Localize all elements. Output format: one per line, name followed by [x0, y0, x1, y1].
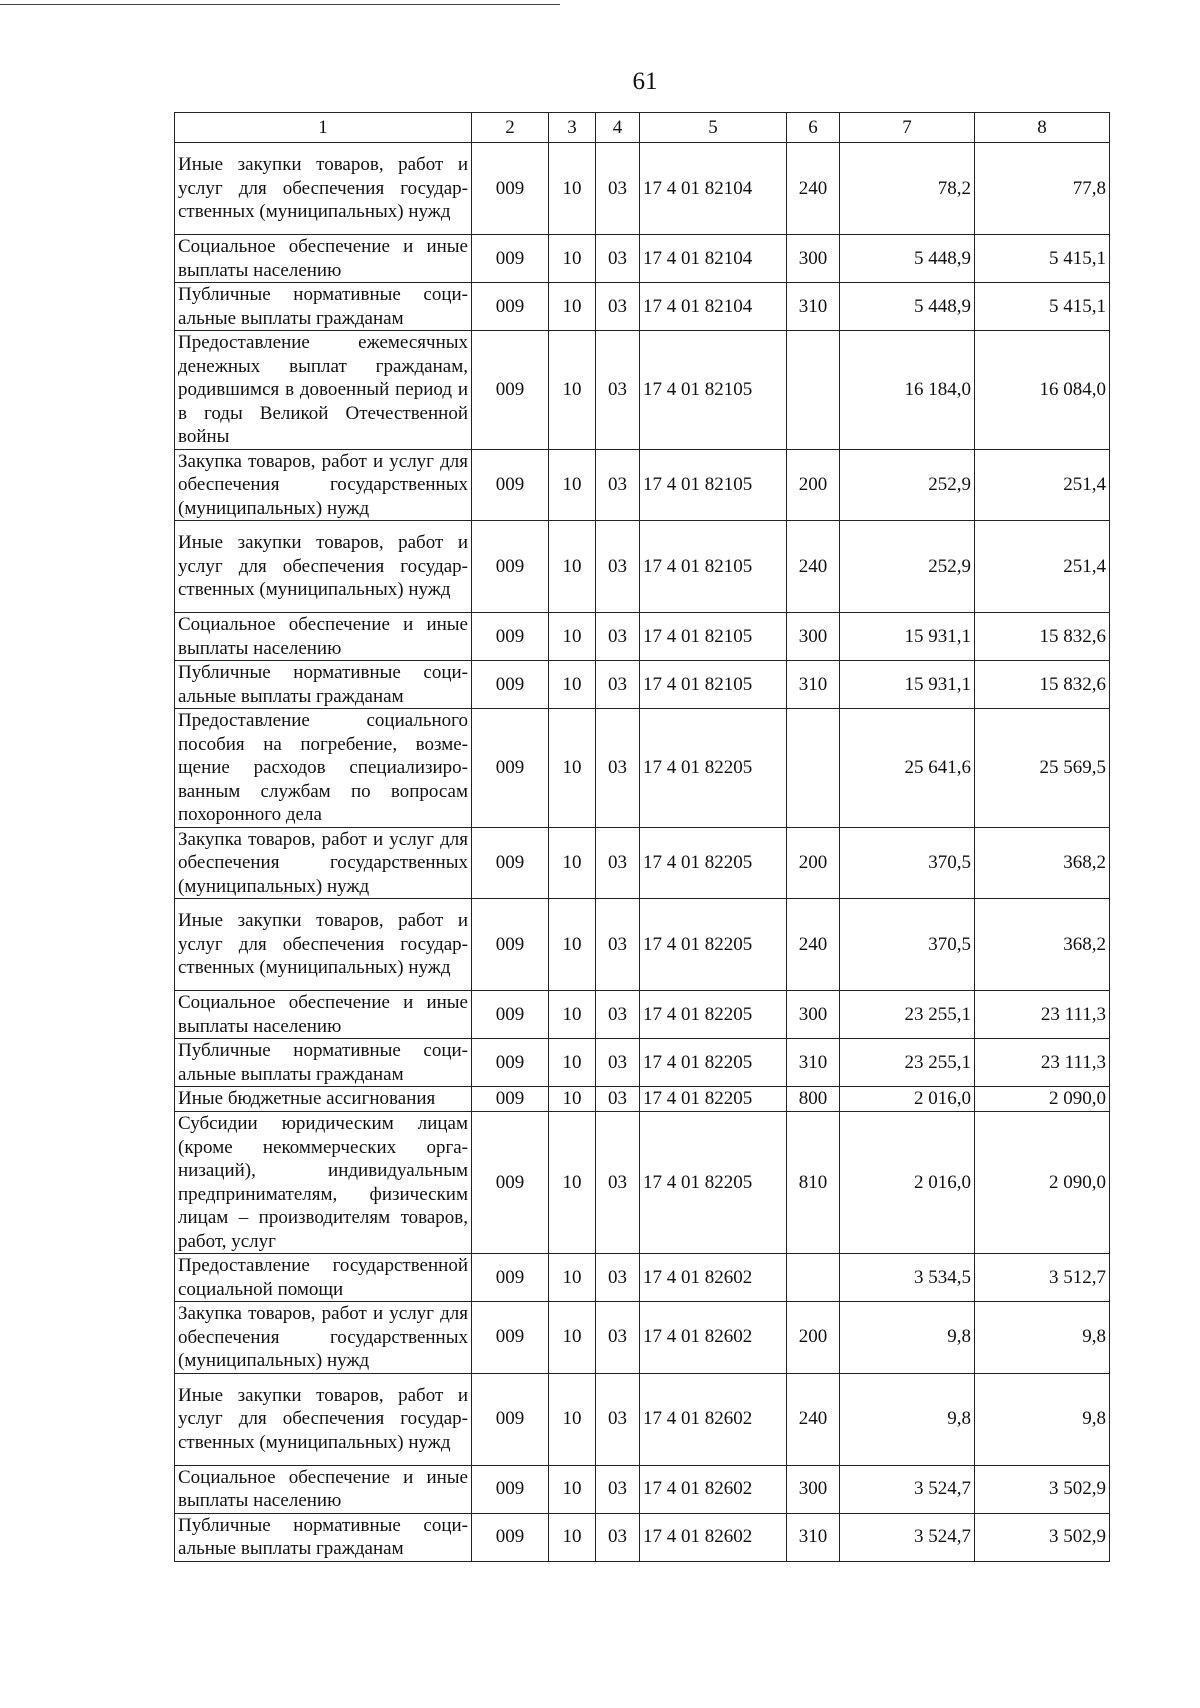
target-code-cell: 17 4 01 82105: [640, 521, 787, 613]
col-4-cell: 03: [596, 1039, 640, 1087]
col-4-cell: 03: [596, 1302, 640, 1374]
amount-col-7-cell: 370,5: [840, 827, 975, 899]
row-description: Публичные нормативные социальные выплаты гражданам: [175, 1039, 472, 1087]
amount-col-8-cell: 15 832,6: [975, 661, 1110, 709]
amount-col-8-cell: 2 090,0: [975, 1087, 1110, 1112]
row-description: Предоставление социального пособия на погребение, возмещение расходов специализированным службам по вопросам похоронного дела: [175, 709, 472, 828]
col-2-cell: 009: [472, 899, 549, 991]
target-code-cell: 17 4 01 82104: [640, 143, 787, 235]
col-3-cell: 10: [549, 1254, 596, 1302]
col-2-cell: 009: [472, 613, 549, 661]
col-3-cell: 10: [549, 235, 596, 283]
col-3-cell: 10: [549, 899, 596, 991]
col-2-cell: 009: [472, 331, 549, 450]
col-4-cell: 03: [596, 1087, 640, 1112]
amount-col-8-cell: 5 415,1: [975, 283, 1110, 331]
target-code-cell: 17 4 01 82105: [640, 449, 787, 521]
target-code-cell: 17 4 01 82602: [640, 1513, 787, 1561]
target-code-cell: 17 4 01 82602: [640, 1465, 787, 1513]
row-description: Социальное обеспечение и иные выплаты населению: [175, 991, 472, 1039]
amount-col-7-cell: 3 524,7: [840, 1465, 975, 1513]
col-4-cell: 03: [596, 143, 640, 235]
col-2-cell: 009: [472, 1087, 549, 1112]
col-3-cell: 10: [549, 991, 596, 1039]
expense-type-cell: [787, 709, 840, 828]
row-description: Иные закупки товаров, работ и услуг для обеспечения государственных (муниципальных) нужд: [175, 143, 472, 235]
col-2-cell: 009: [472, 1302, 549, 1374]
expense-type-cell: 240: [787, 143, 840, 235]
target-code-cell: 17 4 01 82602: [640, 1254, 787, 1302]
table-row: [175, 235, 1110, 283]
header-col-2: 2: [472, 113, 549, 143]
col-3-cell: 10: [549, 1112, 596, 1254]
table-row: [175, 991, 1110, 1039]
col-3-cell: 10: [549, 1465, 596, 1513]
budget-table: [174, 112, 1110, 1562]
target-code-cell: 17 4 01 82105: [640, 661, 787, 709]
expense-type-cell: [787, 331, 840, 450]
target-code-cell: 17 4 01 82205: [640, 1087, 787, 1112]
col-3-cell: 10: [549, 449, 596, 521]
amount-col-7-cell: 3 534,5: [840, 1254, 975, 1302]
amount-col-8-cell: 251,4: [975, 521, 1110, 613]
amount-col-8-cell: 16 084,0: [975, 331, 1110, 450]
table-row: [175, 661, 1110, 709]
col-2-cell: 009: [472, 1112, 549, 1254]
col-3-cell: 10: [549, 143, 596, 235]
col-4-cell: 03: [596, 1465, 640, 1513]
col-4-cell: 03: [596, 827, 640, 899]
amount-col-8-cell: 15 832,6: [975, 613, 1110, 661]
col-2-cell: 009: [472, 991, 549, 1039]
row-description: Публичные нормативные социальные выплаты гражданам: [175, 661, 472, 709]
table-row: [175, 709, 1110, 828]
row-description: Закупка товаров, работ и услуг для обеспечения государственных (муниципальных) нужд: [175, 1302, 472, 1374]
col-4-cell: 03: [596, 899, 640, 991]
row-description: Предоставление ежемесячных денежных выплат гражданам, родившимся в довоенный период и в годы Великой Отечественной войны: [175, 331, 472, 450]
target-code-cell: 17 4 01 82205: [640, 827, 787, 899]
col-4-cell: 03: [596, 1373, 640, 1465]
amount-col-7-cell: 9,8: [840, 1302, 975, 1374]
col-3-cell: 10: [549, 1373, 596, 1465]
col-2-cell: 009: [472, 1373, 549, 1465]
row-description: Иные закупки товаров, работ и услуг для обеспечения государственных (муниципальных) нужд: [175, 899, 472, 991]
amount-col-7-cell: 15 931,1: [840, 661, 975, 709]
col-3-cell: 10: [549, 661, 596, 709]
amount-col-7-cell: 15 931,1: [840, 613, 975, 661]
expense-type-cell: 310: [787, 1039, 840, 1087]
row-description: Иные закупки товаров, работ и услуг для обеспечения государственных (муниципальных) нужд: [175, 521, 472, 613]
expense-type-cell: 310: [787, 661, 840, 709]
expense-type-cell: 300: [787, 991, 840, 1039]
target-code-cell: 17 4 01 82205: [640, 1039, 787, 1087]
col-4-cell: 03: [596, 709, 640, 828]
amount-col-8-cell: 3 512,7: [975, 1254, 1110, 1302]
col-2-cell: 009: [472, 827, 549, 899]
col-2-cell: 009: [472, 521, 549, 613]
target-code-cell: 17 4 01 82104: [640, 283, 787, 331]
table-row: [175, 1513, 1110, 1561]
table-row: [175, 1465, 1110, 1513]
col-3-cell: 10: [549, 283, 596, 331]
amount-col-8-cell: 25 569,5: [975, 709, 1110, 828]
row-description: Закупка товаров, работ и услуг для обеспечения государственных (муниципальных) нужд: [175, 827, 472, 899]
col-4-cell: 03: [596, 331, 640, 450]
table-row: [175, 1373, 1110, 1465]
top-rule: [0, 4, 560, 5]
col-4-cell: 03: [596, 613, 640, 661]
expense-type-cell: 200: [787, 827, 840, 899]
col-2-cell: 009: [472, 661, 549, 709]
amount-col-7-cell: 78,2: [840, 143, 975, 235]
amount-col-7-cell: 23 255,1: [840, 991, 975, 1039]
table-row: [175, 521, 1110, 613]
col-4-cell: 03: [596, 661, 640, 709]
target-code-cell: 17 4 01 82205: [640, 1112, 787, 1254]
expense-type-cell: 240: [787, 521, 840, 613]
amount-col-7-cell: 23 255,1: [840, 1039, 975, 1087]
amount-col-8-cell: 77,8: [975, 143, 1110, 235]
amount-col-7-cell: 16 184,0: [840, 331, 975, 450]
col-3-cell: 10: [549, 1302, 596, 1374]
table-row: [175, 331, 1110, 450]
header-col-8: 8: [975, 113, 1110, 143]
col-3-cell: 10: [549, 1513, 596, 1561]
col-2-cell: 009: [472, 1039, 549, 1087]
table-row: [175, 1112, 1110, 1254]
target-code-cell: 17 4 01 82602: [640, 1373, 787, 1465]
col-4-cell: 03: [596, 1513, 640, 1561]
amount-col-8-cell: 368,2: [975, 827, 1110, 899]
expense-type-cell: 200: [787, 449, 840, 521]
col-2-cell: 009: [472, 1465, 549, 1513]
amount-col-7-cell: 370,5: [840, 899, 975, 991]
col-4-cell: 03: [596, 235, 640, 283]
amount-col-8-cell: 2 090,0: [975, 1112, 1110, 1254]
table-row: [175, 449, 1110, 521]
col-4-cell: 03: [596, 521, 640, 613]
col-2-cell: 009: [472, 283, 549, 331]
target-code-cell: 17 4 01 82205: [640, 899, 787, 991]
table-body: [175, 143, 1110, 1562]
amount-col-8-cell: 3 502,9: [975, 1465, 1110, 1513]
amount-col-8-cell: 9,8: [975, 1373, 1110, 1465]
amount-col-7-cell: 25 641,6: [840, 709, 975, 828]
row-description: Иные закупки товаров, работ и услуг для обеспечения государственных (муниципальных) нужд: [175, 1373, 472, 1465]
amount-col-7-cell: 5 448,9: [840, 283, 975, 331]
amount-col-8-cell: 251,4: [975, 449, 1110, 521]
table-row: [175, 827, 1110, 899]
table-row: [175, 1302, 1110, 1374]
expense-type-cell: [787, 1254, 840, 1302]
col-4-cell: 03: [596, 1112, 640, 1254]
amount-col-8-cell: 23 111,3: [975, 1039, 1110, 1087]
col-3-cell: 10: [549, 827, 596, 899]
table-row: [175, 1087, 1110, 1112]
col-3-cell: 10: [549, 1087, 596, 1112]
row-description: Предоставление государственной социальной помощи: [175, 1254, 472, 1302]
expense-type-cell: 240: [787, 1373, 840, 1465]
target-code-cell: 17 4 01 82105: [640, 331, 787, 450]
target-code-cell: 17 4 01 82205: [640, 709, 787, 828]
amount-col-7-cell: 9,8: [840, 1373, 975, 1465]
expense-type-cell: 300: [787, 613, 840, 661]
amount-col-7-cell: 3 524,7: [840, 1513, 975, 1561]
amount-col-7-cell: 252,9: [840, 449, 975, 521]
expense-type-cell: 310: [787, 1513, 840, 1561]
header-col-4: 4: [596, 113, 640, 143]
amount-col-8-cell: 5 415,1: [975, 235, 1110, 283]
col-4-cell: 03: [596, 1254, 640, 1302]
row-description: Социальное обеспечение и иные выплаты населению: [175, 1465, 472, 1513]
header-col-7: 7: [840, 113, 975, 143]
table-row: [175, 899, 1110, 991]
row-description: Субсидии юридическим лицам (кроме некоммерческих организаций), индивидуальным предпринимателям, физическим лицам – производителям товаров, работ, услуг: [175, 1112, 472, 1254]
expense-type-cell: 300: [787, 1465, 840, 1513]
table-row: [175, 1039, 1110, 1087]
target-code-cell: 17 4 01 82105: [640, 613, 787, 661]
row-description: Публичные нормативные социальные выплаты гражданам: [175, 283, 472, 331]
col-3-cell: 10: [549, 521, 596, 613]
header-col-3: 3: [549, 113, 596, 143]
table-row: [175, 143, 1110, 235]
expense-type-cell: 800: [787, 1087, 840, 1112]
col-3-cell: 10: [549, 331, 596, 450]
target-code-cell: 17 4 01 82104: [640, 235, 787, 283]
table-row: [175, 1254, 1110, 1302]
amount-col-7-cell: 252,9: [840, 521, 975, 613]
header-col-6: 6: [787, 113, 840, 143]
table-row: [175, 283, 1110, 331]
expense-type-cell: 810: [787, 1112, 840, 1254]
row-description: Публичные нормативные социальные выплаты гражданам: [175, 1513, 472, 1561]
row-description: Закупка товаров, работ и услуг для обеспечения государственных (муниципальных) нужд: [175, 449, 472, 521]
header-col-5: 5: [640, 113, 787, 143]
col-2-cell: 009: [472, 143, 549, 235]
amount-col-8-cell: 3 502,9: [975, 1513, 1110, 1561]
page-number: 61: [632, 68, 658, 95]
expense-type-cell: 200: [787, 1302, 840, 1374]
row-description: Социальное обеспечение и иные выплаты населению: [175, 235, 472, 283]
amount-col-8-cell: 9,8: [975, 1302, 1110, 1374]
expense-type-cell: 310: [787, 283, 840, 331]
col-4-cell: 03: [596, 283, 640, 331]
col-3-cell: 10: [549, 1039, 596, 1087]
col-4-cell: 03: [596, 991, 640, 1039]
target-code-cell: 17 4 01 82205: [640, 991, 787, 1039]
row-description: Социальное обеспечение и иные выплаты населению: [175, 613, 472, 661]
amount-col-8-cell: 368,2: [975, 899, 1110, 991]
expense-type-cell: 300: [787, 235, 840, 283]
col-2-cell: 009: [472, 709, 549, 828]
table-row: [175, 613, 1110, 661]
col-2-cell: 009: [472, 449, 549, 521]
target-code-cell: 17 4 01 82602: [640, 1302, 787, 1374]
amount-col-7-cell: 2 016,0: [840, 1112, 975, 1254]
expense-type-cell: 240: [787, 899, 840, 991]
col-4-cell: 03: [596, 449, 640, 521]
amount-col-7-cell: 2 016,0: [840, 1087, 975, 1112]
row-description: Иные бюджетные ассигнования: [175, 1087, 472, 1112]
col-2-cell: 009: [472, 1254, 549, 1302]
amount-col-8-cell: 23 111,3: [975, 991, 1110, 1039]
amount-col-7-cell: 5 448,9: [840, 235, 975, 283]
col-3-cell: 10: [549, 709, 596, 828]
header-col-1: 1: [175, 113, 472, 143]
col-2-cell: 009: [472, 235, 549, 283]
col-3-cell: 10: [549, 613, 596, 661]
col-2-cell: 009: [472, 1513, 549, 1561]
header-row: [175, 113, 1110, 143]
